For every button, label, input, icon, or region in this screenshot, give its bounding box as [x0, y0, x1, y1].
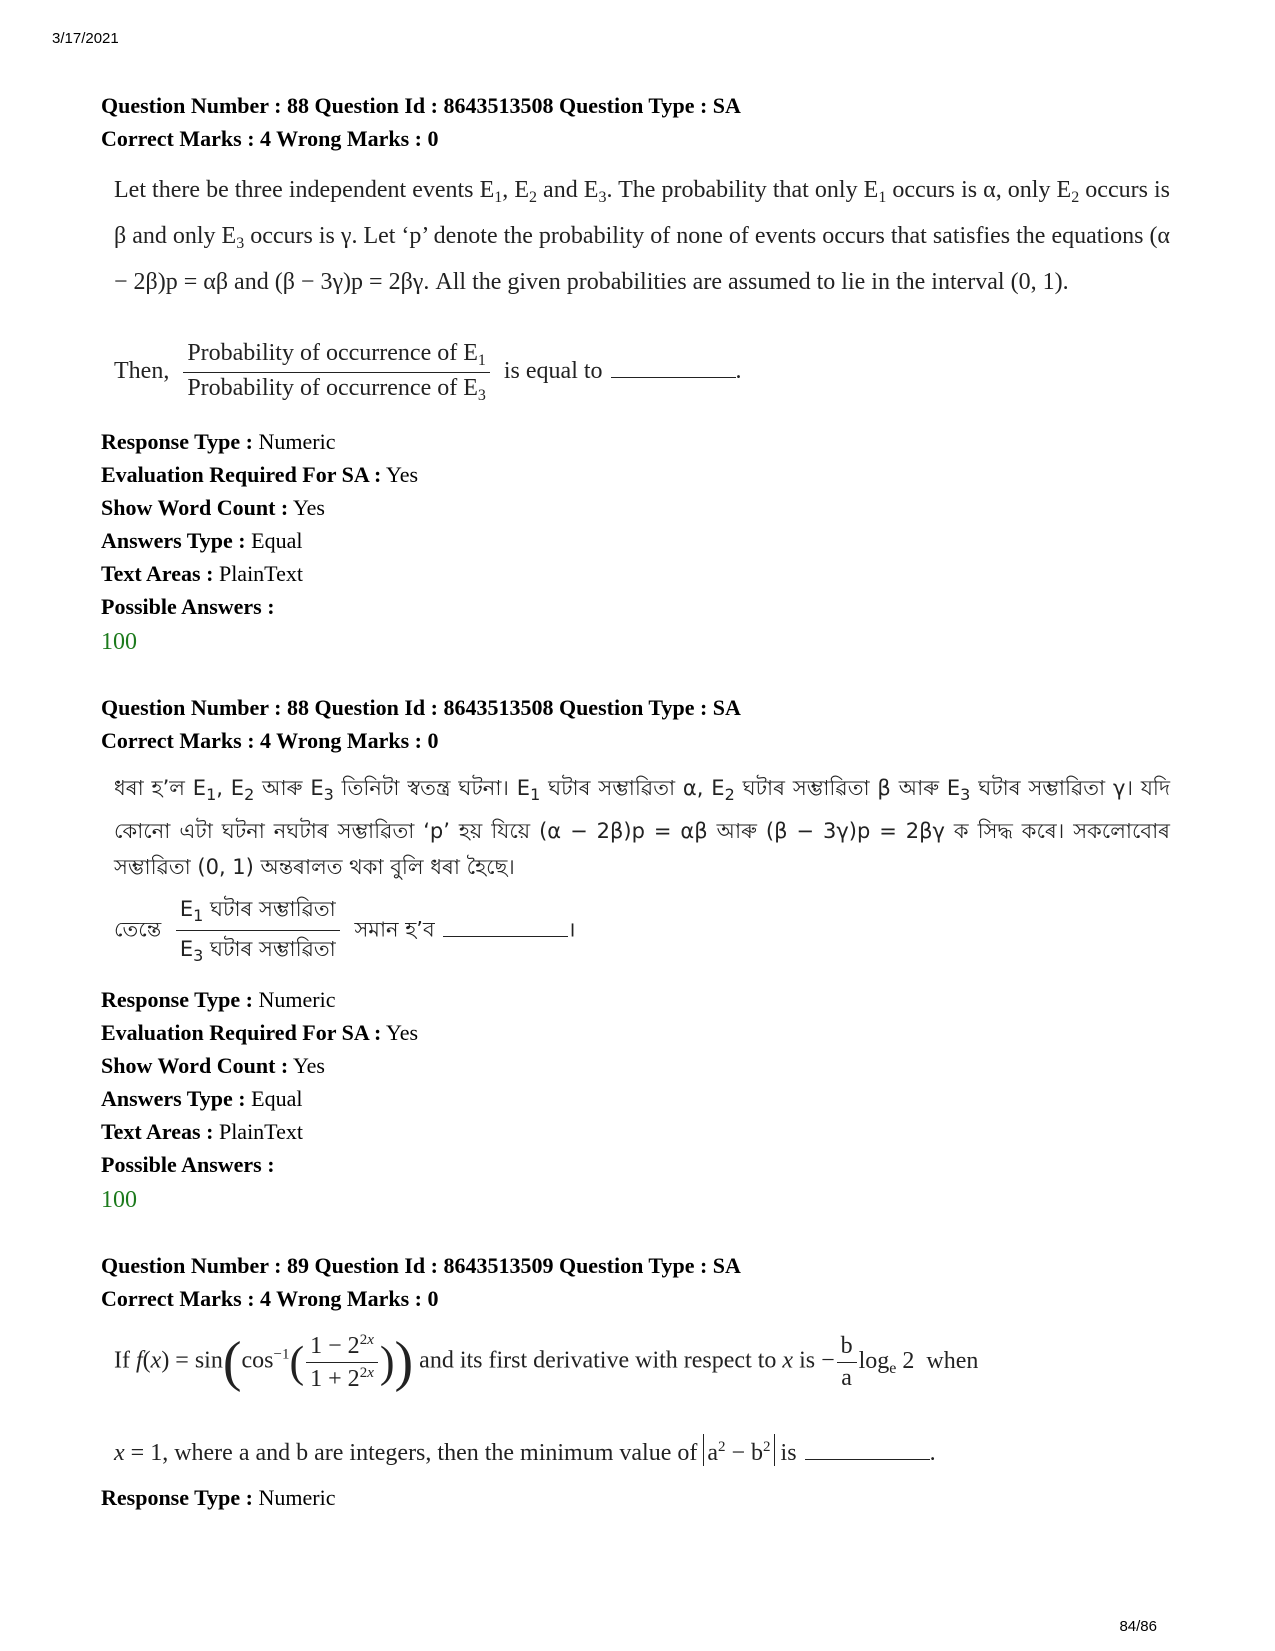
- absolute-value: $a^2 - b^2$: [703, 1434, 774, 1466]
- question-88-fraction-line: Then, $\frac{Probability of occurrence of E_1}{Probability of occurrence of E_3}$ is equal to .: [114, 340, 742, 404]
- answer-blank: [611, 353, 736, 378]
- probability-fraction: [183, 340, 490, 405]
- question-89-header-block: [101, 1249, 1181, 1315]
- response-type-value: Numeric: [258, 429, 336, 454]
- question-89-line-1: If $f(x) = \sin(\cos^{-1}$( $\frac{1 - 2^{2x}}{1 + 2^{2x}}$ )) and its first derivative with respect to x is − $\frac{b}{a}$ $\log_e 2$ when: [114, 1331, 979, 1393]
- text-areas-value: PlainText: [218, 1119, 303, 1144]
- question-88-assamese-meta: Response Type : Numeric Evaluation Required For SA : Yes Show Word Count : Yes Answers Type : Equal Text Areas : PlainText Possible Answers : 100: [101, 983, 1181, 1217]
- answers-type-value: Equal: [251, 528, 303, 553]
- text-areas-value: PlainText: [218, 561, 303, 586]
- b-over-a-fraction: $\frac{b}{a}$: [837, 1333, 857, 1392]
- question-88-assamese-body: [114, 770, 1170, 885]
- question-marks: Correct Marks : 4 Wrong Marks : 0: [101, 126, 439, 151]
- evaluation-value: Yes: [386, 462, 419, 487]
- fraction-denominator: $E_3$ ঘটাৰ সম্ভাৱিতা: [179, 937, 336, 965]
- question-89-meta: Response Type : Numeric: [101, 1485, 336, 1510]
- fraction-numerator: $E_1$ ঘটাৰ সম্ভাৱিতা: [176, 893, 340, 931]
- question-paragraph: Let there be three independent events $E_1$, $E_2$ and $E_3$. The probability that only $E_1$ occurs is α, only $E_2$ occurs is β and only $E_3$ occurs is γ. Let ‘p’ denote the probability of none of events occurs that satisfies the equations (α − 2β)p = αβ and (β − 3γ)p = 2βγ. All the given probabilities are assumed to lie in the interval (0, 1).: [114, 177, 1171, 295]
- formula-fraction: $\frac{1 - 2^{2x}}{1 + 2^{2x}}$: [306, 1332, 378, 1393]
- log-text: $\log_e 2$ when: [858, 1347, 979, 1377]
- fraction-denominator: Probability of occurrence of $E_3$: [187, 375, 486, 404]
- question-marks: Correct Marks : 4 Wrong Marks : 0: [101, 728, 439, 753]
- question-88-assamese-header-block: [101, 691, 1181, 757]
- question-89-line-2: x = 1, where a and b are integers, then the minimum value of $a^2 - b^2$ is .: [114, 1434, 936, 1467]
- answer-blank: [443, 912, 568, 937]
- question-header: Question Number : 88 Question Id : 8643513508 Question Type : SA: [101, 695, 741, 720]
- question-paragraph: ধৰা হ’ল $E_1$, $E_2$ আৰু $E_3$ তিনিটা স্বতন্ত্ৰ ঘটনা। $E_1$ ঘটাৰ সম্ভাৱিতা α, $E_2$ ঘটাৰ সম্ভাৱিতা β আৰু $E_3$ ঘটাৰ সম্ভাৱিতা γ। যদি কোনো এটা ঘটনা নঘটাৰ সম্ভাৱিতা ‘p’ হয় যিয়ে (α − 2β)p = αβ আৰু (β − 3γ)p = 2βγ ক সিদ্ধ কৰে। সকলোবোৰ সম্ভাৱিতা (0, 1) অন্তৰালত থকা বুলি ধৰা হৈছে।: [114, 776, 1170, 879]
- print-date: 3/17/2021: [52, 30, 119, 47]
- response-type-value: Numeric: [258, 1485, 336, 1510]
- fraction-numerator: Probability of occurrence of $E_1$: [183, 340, 490, 373]
- answers-type-value: Equal: [251, 1086, 303, 1111]
- formula-prefix: If f(x) = sin: [114, 1347, 223, 1374]
- response-type-value: Numeric: [258, 987, 336, 1012]
- question-marks: Correct Marks : 4 Wrong Marks : 0: [101, 1286, 439, 1311]
- question-88-meta: Response Type : Numeric Evaluation Required For SA : Yes Show Word Count : Yes Answers Type : Equal Text Areas : PlainText Possible Answers : 100: [101, 425, 1181, 659]
- then-label: Then,: [114, 358, 170, 385]
- answer-blank: [805, 1435, 930, 1460]
- probability-fraction: [176, 893, 340, 968]
- equal-to-label: সমান হ’ব: [354, 917, 435, 942]
- possible-answer: 100: [101, 1187, 137, 1213]
- equal-to-label: is equal to: [503, 358, 603, 385]
- derivative-text: and its first derivative with respect to x is −: [419, 1347, 835, 1374]
- question-88-header-block: [101, 89, 1181, 155]
- question-88-assamese-fraction-line: তেন্তে $\frac{E_1 ঘটাৰ সম্ভাৱিতা}{E_3 ঘটাৰ সম্ভাৱিতা}$ সমান হ’ব ।: [114, 893, 576, 968]
- question-88-body: [114, 171, 1170, 301]
- then-label: তেন্তে: [114, 917, 162, 942]
- page-number: 84/86: [1119, 1618, 1157, 1635]
- word-count-value: Yes: [292, 1053, 325, 1078]
- question-header: Question Number : 89 Question Id : 8643513509 Question Type : SA: [101, 1253, 741, 1278]
- evaluation-value: Yes: [386, 1020, 419, 1045]
- possible-answer: 100: [101, 629, 137, 655]
- question-header: Question Number : 88 Question Id : 8643513508 Question Type : SA: [101, 93, 741, 118]
- word-count-value: Yes: [292, 495, 325, 520]
